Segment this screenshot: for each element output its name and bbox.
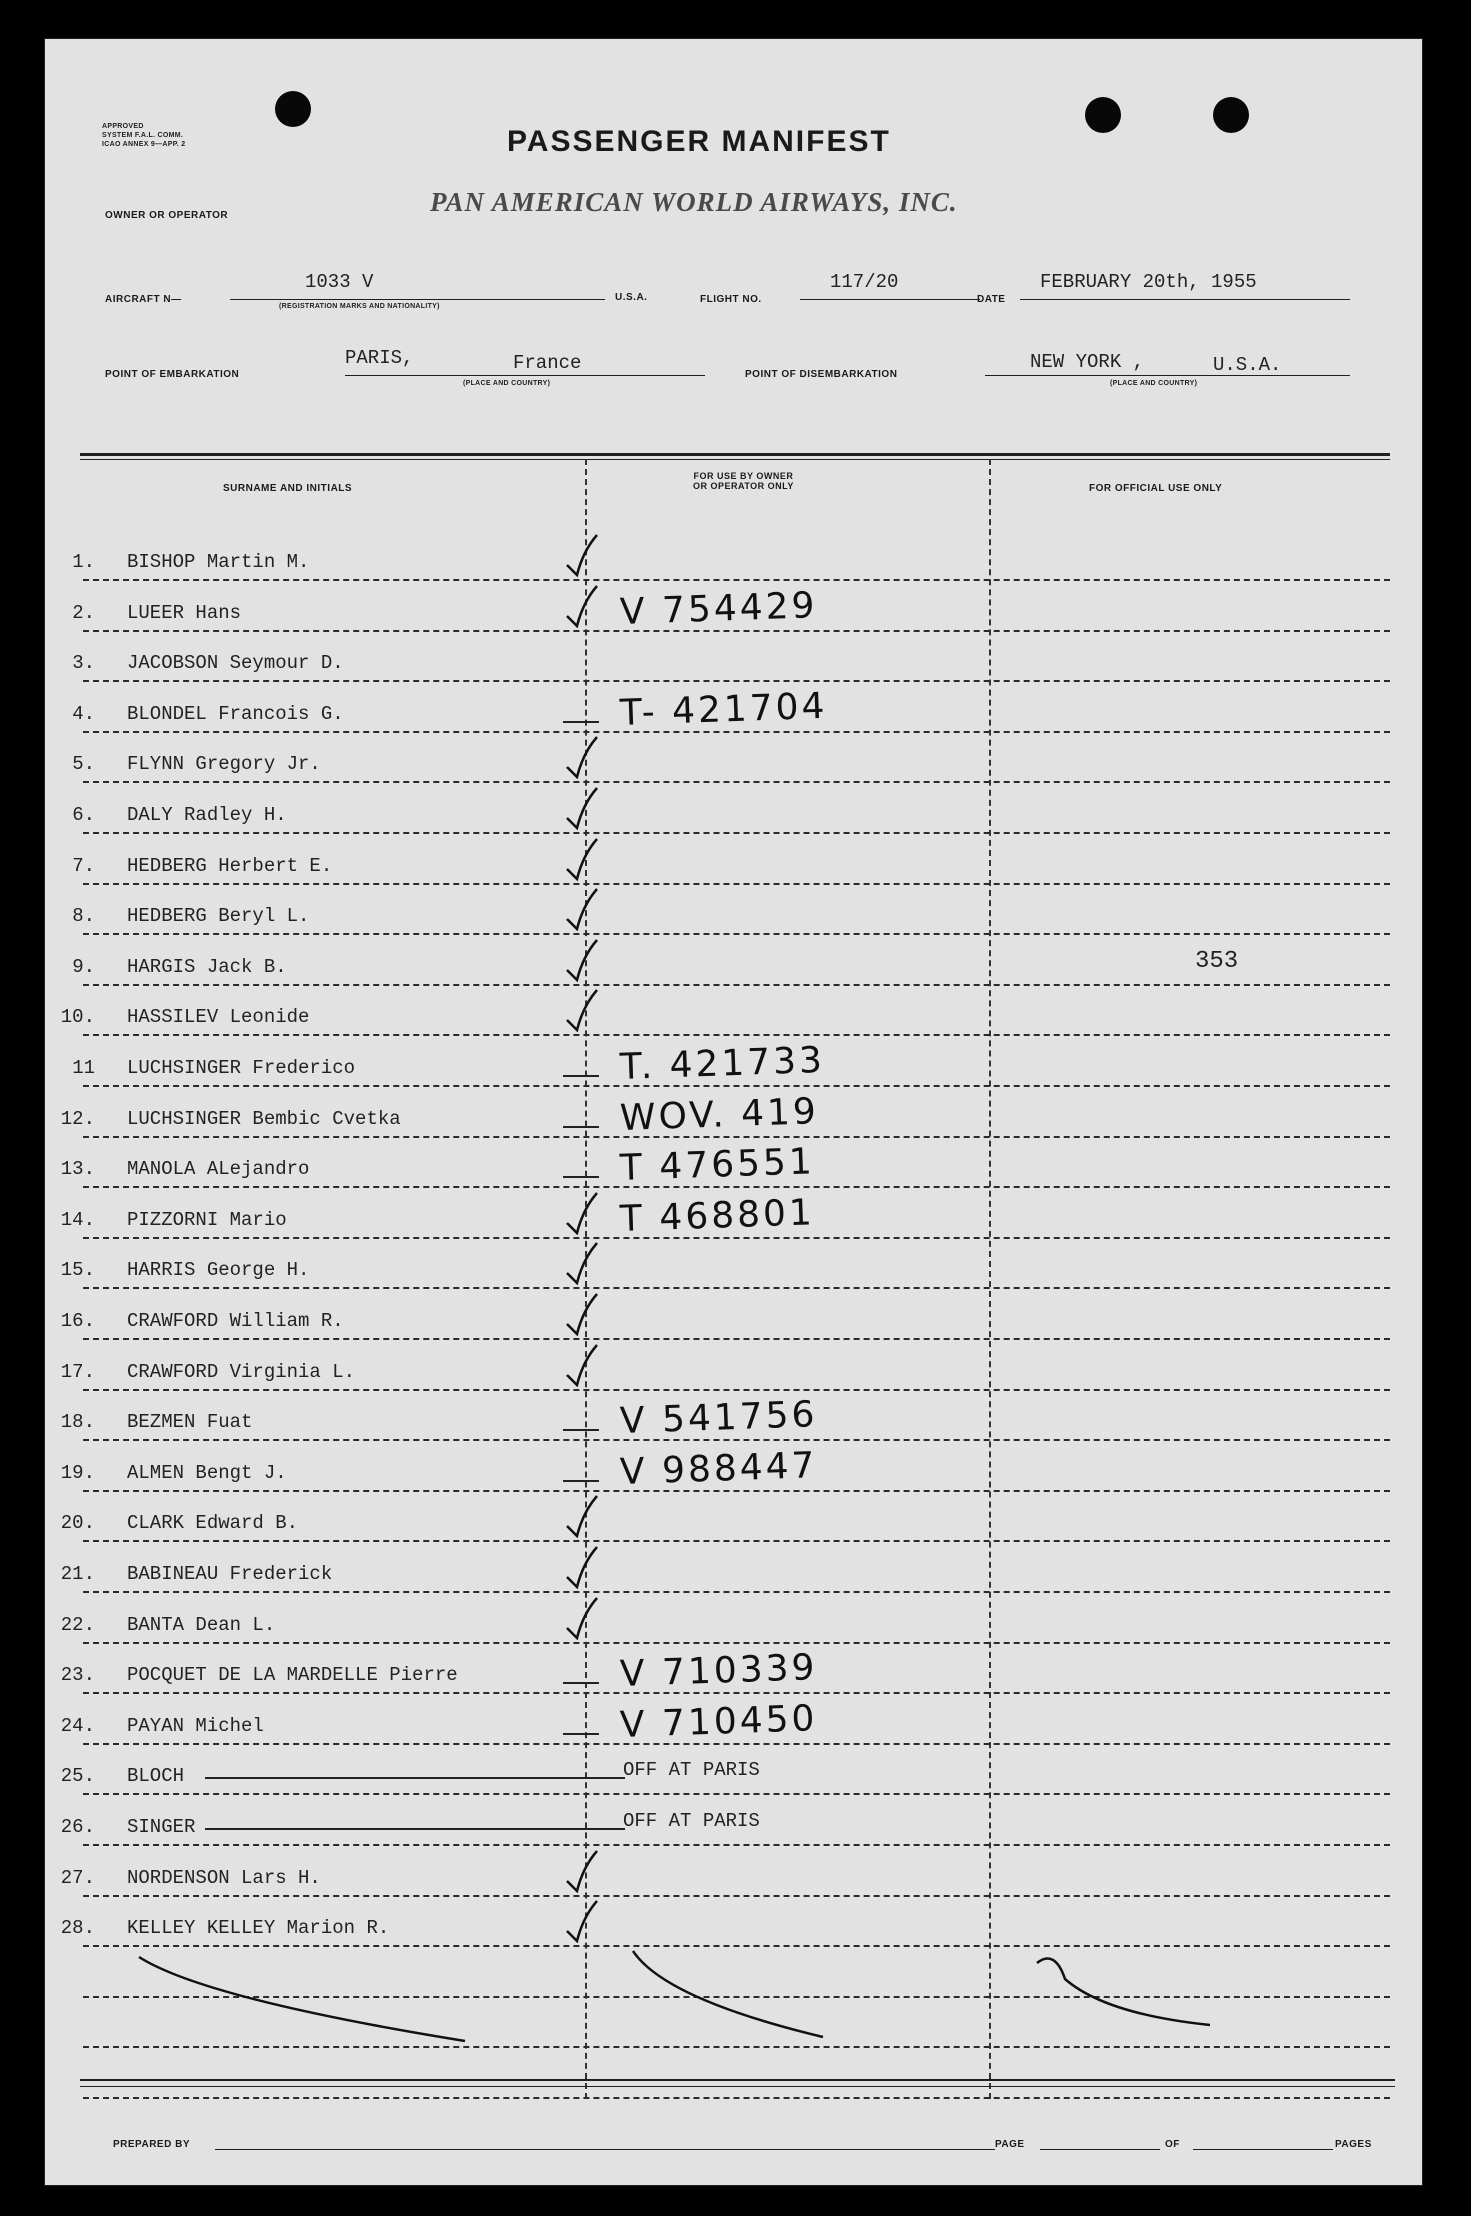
passenger-number: 1. bbox=[72, 551, 95, 573]
aircraft-caption: (REGISTRATION MARKS AND NATIONALITY) bbox=[279, 303, 440, 310]
passenger-name: FLYNN Gregory Jr. bbox=[127, 753, 321, 776]
disembark-value: NEW YORK , bbox=[1030, 351, 1145, 373]
passport-number: V 541756 bbox=[619, 1394, 819, 1443]
passenger-name: HASSILEV Leonide bbox=[127, 1006, 310, 1029]
disembark-country: U.S.A. bbox=[1213, 354, 1282, 376]
passenger-number: 8. bbox=[72, 905, 95, 928]
of-label: OF bbox=[1165, 2139, 1180, 2150]
passenger-name: POCQUET DE LA MARDELLE Pierre bbox=[127, 1664, 458, 1687]
passport-number: V 710450 bbox=[619, 1697, 819, 1746]
disembark-label: POINT OF DISEMBARKATION bbox=[745, 369, 898, 380]
passenger-number: 12. bbox=[60, 1107, 95, 1130]
passenger-number: 4. bbox=[72, 702, 95, 725]
closing-strokes bbox=[45, 39, 1422, 2185]
flight-label: FLIGHT NO. bbox=[700, 294, 762, 305]
aircraft-value: 1033 V bbox=[305, 271, 374, 293]
passenger-number: 15. bbox=[60, 1259, 95, 1282]
passenger-number: 16. bbox=[60, 1310, 95, 1332]
passenger-number: 20. bbox=[60, 1512, 95, 1535]
passenger-number: 26. bbox=[60, 1816, 95, 1838]
passenger-number: 7. bbox=[72, 854, 95, 877]
passenger-name: CRAWFORD Virginia L. bbox=[127, 1360, 356, 1383]
passenger-number: 22. bbox=[60, 1613, 95, 1636]
passenger-name: BEZMEN Fuat bbox=[127, 1411, 253, 1434]
passenger-number: 2. bbox=[72, 601, 95, 624]
embark-value: PARIS, bbox=[345, 347, 414, 369]
passport-number: T 476551 bbox=[619, 1141, 816, 1190]
passenger-number: 17. bbox=[60, 1360, 95, 1383]
passenger-number: 3. bbox=[72, 652, 95, 675]
passenger-name: HEDBERG Herbert E. bbox=[127, 854, 333, 877]
passport-number: T 468801 bbox=[619, 1192, 816, 1240]
flight-value: 117/20 bbox=[830, 271, 899, 293]
passenger-number: 13. bbox=[60, 1158, 95, 1181]
passenger-name: HARGIS Jack B. bbox=[127, 955, 287, 978]
status-note: OFF AT PARIS bbox=[623, 1810, 760, 1832]
passenger-name: BANTA Dean L. bbox=[127, 1613, 276, 1636]
passenger-name: JACOBSON Seymour D. bbox=[127, 652, 344, 675]
passenger-name: NORDENSON Lars H. bbox=[127, 1866, 321, 1889]
approval-stamp: APPROVED SYSTEM F.A.L. COMM. ICAO ANNEX 9—APP. 2 bbox=[102, 123, 186, 148]
passport-number: V 710339 bbox=[619, 1647, 819, 1696]
embark-country: France bbox=[513, 352, 582, 374]
passenger-name: HARRIS George H. bbox=[127, 1259, 310, 1282]
passenger-number: 27. bbox=[60, 1866, 95, 1889]
passenger-number: 19. bbox=[60, 1461, 95, 1484]
passenger-name: LUCHSINGER Frederico bbox=[127, 1057, 356, 1079]
passenger-name: CLARK Edward B. bbox=[127, 1512, 299, 1535]
passenger-name: CRAWFORD William R. bbox=[127, 1310, 344, 1332]
date-value: FEBRUARY 20th, 1955 bbox=[1040, 271, 1257, 293]
passenger-number: 6. bbox=[72, 804, 95, 826]
disembark-caption: (PLACE AND COUNTRY) bbox=[1110, 380, 1198, 387]
passenger-number: 5. bbox=[72, 753, 95, 776]
passenger-name: ALMEN Bengt J. bbox=[127, 1461, 287, 1484]
passenger-number: 25. bbox=[60, 1765, 95, 1788]
owner-label: OWNER OR OPERATOR bbox=[105, 210, 229, 221]
page-label: PAGE bbox=[995, 2139, 1025, 2150]
date-label: DATE bbox=[977, 294, 1006, 305]
passenger-number: 24. bbox=[60, 1714, 95, 1737]
manifest-sheet bbox=[44, 38, 1423, 2186]
passenger-name: PIZZORNI Mario bbox=[127, 1208, 287, 1231]
official-number: 353 bbox=[1195, 947, 1239, 975]
passenger-name: BABINEAU Frederick bbox=[127, 1563, 333, 1585]
passport-number: V 754429 bbox=[619, 584, 819, 633]
passport-number: WOV. 419 bbox=[619, 1090, 820, 1139]
prepared-by-label: PREPARED BY bbox=[113, 2139, 190, 2150]
pages-label: PAGES bbox=[1335, 2139, 1372, 2150]
passenger-name: HEDBERG Beryl L. bbox=[127, 905, 310, 928]
passport-number: V 988447 bbox=[619, 1444, 819, 1493]
embark-label: POINT OF EMBARKATION bbox=[105, 369, 240, 380]
airline-name: PAN AMERICAN WORLD AIRWAYS, INC. bbox=[430, 187, 958, 217]
passenger-name: DALY Radley H. bbox=[127, 804, 287, 826]
passenger-number: 21. bbox=[60, 1563, 95, 1585]
passenger-number: 11 bbox=[72, 1057, 95, 1079]
passenger-name: MANOLA ALejandro bbox=[127, 1158, 310, 1181]
passenger-name: BLONDEL Francois G. bbox=[127, 702, 344, 725]
passenger-name: LUEER Hans bbox=[127, 601, 242, 624]
aircraft-label: AIRCRAFT N— bbox=[105, 294, 182, 305]
passport-number: T- 421704 bbox=[619, 685, 829, 734]
page-title: PASSENGER MANIFEST bbox=[507, 125, 891, 158]
column-official-use: FOR OFFICIAL USE ONLY bbox=[1089, 483, 1223, 494]
passenger-number: 14. bbox=[60, 1208, 95, 1231]
usa-label: U.S.A. bbox=[615, 292, 648, 303]
passenger-name: BLOCH bbox=[127, 1765, 185, 1788]
status-note: OFF AT PARIS bbox=[623, 1759, 760, 1782]
passenger-number: 18. bbox=[60, 1411, 95, 1434]
passenger-name: BISHOP Martin M. bbox=[127, 551, 310, 573]
passenger-number: 23. bbox=[60, 1664, 95, 1687]
passenger-name: LUCHSINGER Bembic Cvetka bbox=[127, 1107, 401, 1130]
column-surname: SURNAME AND INITIALS bbox=[223, 483, 353, 494]
passenger-name: SINGER bbox=[127, 1816, 196, 1838]
passenger-number: 28. bbox=[60, 1917, 95, 1940]
embark-caption: (PLACE AND COUNTRY) bbox=[463, 380, 551, 387]
passport-number: T. 421733 bbox=[619, 1039, 826, 1088]
column-owner-use: FOR USE BY OWNER OR OPERATOR ONLY bbox=[693, 471, 794, 491]
passenger-name: KELLEY KELLEY Marion R. bbox=[127, 1917, 390, 1940]
passenger-name: PAYAN Michel bbox=[127, 1714, 264, 1737]
passenger-number: 9. bbox=[72, 955, 95, 978]
passenger-number: 10. bbox=[60, 1006, 95, 1029]
